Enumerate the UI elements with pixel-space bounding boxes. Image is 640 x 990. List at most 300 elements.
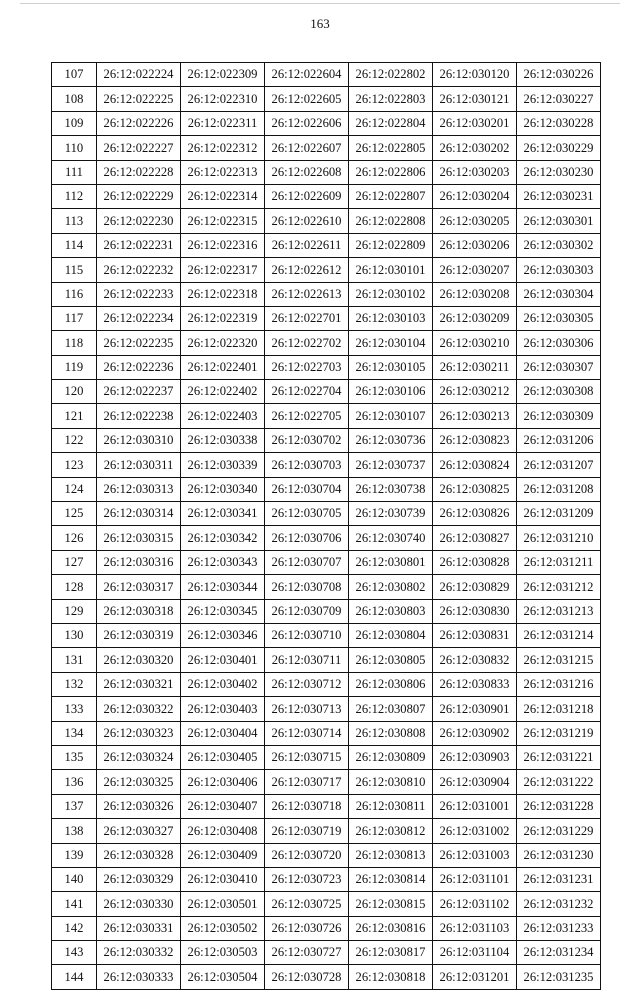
- row-number-cell: 118: [52, 331, 97, 355]
- cadastral-number-cell: 26:12:030208: [433, 282, 517, 306]
- cadastral-number-cell: 26:12:022228: [97, 160, 181, 184]
- cadastral-number-cell: 26:12:030828: [433, 550, 517, 574]
- cadastral-number-cell: 26:12:022318: [181, 282, 265, 306]
- cadastral-number-cell: 26:12:030343: [181, 550, 265, 574]
- cadastral-number-cell: 26:12:031230: [517, 843, 601, 867]
- cadastral-number-cell: 26:12:022605: [265, 87, 349, 111]
- cadastral-number-cell: 26:12:022234: [97, 306, 181, 330]
- cadastral-number-cell: 26:12:030317: [97, 575, 181, 599]
- table-row: [52, 111, 601, 135]
- cadastral-number-cell: 26:12:030330: [97, 892, 181, 916]
- cadastral-number-cell: 26:12:030315: [97, 526, 181, 550]
- row-number-cell: 111: [52, 160, 97, 184]
- cadastral-number-cell: 26:12:030728: [265, 965, 349, 989]
- row-number-cell: 120: [52, 380, 97, 404]
- cadastral-number-cell: 26:12:030213: [433, 404, 517, 428]
- table-row: [52, 770, 601, 794]
- row-number-cell: 143: [52, 941, 97, 965]
- cadastral-number-cell: 26:12:030320: [97, 648, 181, 672]
- cadastral-number-cell: 26:12:030308: [517, 380, 601, 404]
- cadastral-number-cell: 26:12:022310: [181, 87, 265, 111]
- cadastral-number-cell: 26:12:030333: [97, 965, 181, 989]
- cadastral-number-cell: 26:12:030503: [181, 941, 265, 965]
- cadastral-number-cell: 26:12:030805: [349, 648, 433, 672]
- table-row: [52, 648, 601, 672]
- cadastral-number-cell: 26:12:030207: [433, 258, 517, 282]
- cadastral-number-cell: 26:12:030736: [349, 428, 433, 452]
- row-number-cell: 126: [52, 526, 97, 550]
- cadastral-number-cell: 26:12:030327: [97, 819, 181, 843]
- cadastral-number-cell: 26:12:022802: [349, 63, 433, 87]
- row-number-cell: 129: [52, 599, 97, 623]
- cadastral-number-cell: 26:12:022607: [265, 136, 349, 160]
- cadastral-number-cell: 26:12:030827: [433, 526, 517, 550]
- cadastral-number-cell: 26:12:030902: [433, 721, 517, 745]
- cadastral-number-cell: 26:12:030814: [349, 867, 433, 891]
- cadastral-number-cell: 26:12:030303: [517, 258, 601, 282]
- cadastral-number-cell: 26:12:030329: [97, 867, 181, 891]
- cadastral-number-cell: 26:12:030231: [517, 184, 601, 208]
- cadastral-number-cell: 26:12:030211: [433, 355, 517, 379]
- cadastral-number-cell: 26:12:030316: [97, 550, 181, 574]
- cadastral-number-cell: 26:12:030806: [349, 672, 433, 696]
- cadastral-number-cell: 26:12:022236: [97, 355, 181, 379]
- cadastral-number-cell: 26:12:030407: [181, 794, 265, 818]
- cadastral-number-cell: 26:12:031234: [517, 941, 601, 965]
- row-number-cell: 119: [52, 355, 97, 379]
- row-number-cell: 132: [52, 672, 97, 696]
- cadastral-number-cell: 26:12:030709: [265, 599, 349, 623]
- cadastral-number-cell: 26:12:022225: [97, 87, 181, 111]
- cadastral-number-cell: 26:12:022235: [97, 331, 181, 355]
- cadastral-number-cell: 26:12:031101: [433, 867, 517, 891]
- row-number-cell: 109: [52, 111, 97, 135]
- cadastral-number-cell: 26:12:031222: [517, 770, 601, 794]
- cadastral-number-cell: 26:12:030228: [517, 111, 601, 135]
- cadastral-number-cell: 26:12:030824: [433, 453, 517, 477]
- table-row: [52, 428, 601, 452]
- cadastral-number-cell: 26:12:022804: [349, 111, 433, 135]
- row-number-cell: 138: [52, 819, 97, 843]
- cadastral-number-cell: 26:12:030203: [433, 160, 517, 184]
- top-scan-rule: [20, 3, 620, 4]
- cadastral-number-cell: 26:12:030803: [349, 599, 433, 623]
- cadastral-number-cell: 26:12:022226: [97, 111, 181, 135]
- cadastral-number-cell: 26:12:030306: [517, 331, 601, 355]
- row-number-cell: 121: [52, 404, 97, 428]
- row-number-cell: 131: [52, 648, 97, 672]
- cadastral-number-cell: 26:12:022608: [265, 160, 349, 184]
- cadastral-number-cell: 26:12:031216: [517, 672, 601, 696]
- cadastral-number-cell: 26:12:031235: [517, 965, 601, 989]
- cadastral-number-cell: 26:12:030903: [433, 745, 517, 769]
- cadastral-number-cell: 26:12:022705: [265, 404, 349, 428]
- cadastral-number-cell: 26:12:031215: [517, 648, 601, 672]
- cadastral-number-cell: 26:12:030708: [265, 575, 349, 599]
- cadastral-number-cell: 26:12:030705: [265, 502, 349, 526]
- cadastral-number-cell: 26:12:030704: [265, 477, 349, 501]
- table-row: [52, 599, 601, 623]
- table-row: [52, 867, 601, 891]
- table-row: [52, 355, 601, 379]
- cadastral-number-cell: 26:12:030703: [265, 453, 349, 477]
- cadastral-number-cell: 26:12:022232: [97, 258, 181, 282]
- cadastral-number-cell: 26:12:022805: [349, 136, 433, 160]
- cadastral-number-cell: 26:12:030825: [433, 477, 517, 501]
- cadastral-number-cell: 26:12:030209: [433, 306, 517, 330]
- cadastral-number-cell: 26:12:030323: [97, 721, 181, 745]
- cadastral-number-cell: 26:12:030801: [349, 550, 433, 574]
- cadastral-number-cell: 26:12:030304: [517, 282, 601, 306]
- cadastral-number-cell: 26:12:022319: [181, 306, 265, 330]
- cadastral-number-cell: 26:12:022309: [181, 63, 265, 87]
- cadastral-number-cell: 26:12:030817: [349, 941, 433, 965]
- cadastral-number-cell: 26:12:030726: [265, 916, 349, 940]
- cadastral-number-cell: 26:12:030345: [181, 599, 265, 623]
- cadastral-number-cell: 26:12:031218: [517, 697, 601, 721]
- cadastral-number-cell: 26:12:030904: [433, 770, 517, 794]
- cadastral-number-cell: 26:12:030706: [265, 526, 349, 550]
- table-row: [52, 916, 601, 940]
- cadastral-number-cell: 26:12:030321: [97, 672, 181, 696]
- cadastral-number-cell: 26:12:030830: [433, 599, 517, 623]
- cadastral-number-cell: 26:12:030713: [265, 697, 349, 721]
- cadastral-number-cell: 26:12:030309: [517, 404, 601, 428]
- cadastral-number-cell: 26:12:022227: [97, 136, 181, 160]
- cadastral-number-cell: 26:12:022314: [181, 184, 265, 208]
- row-number-cell: 137: [52, 794, 97, 818]
- cadastral-number-cell: 26:12:022320: [181, 331, 265, 355]
- cadastral-number-cell: 26:12:030230: [517, 160, 601, 184]
- cadastral-number-cell: 26:12:030707: [265, 550, 349, 574]
- cadastral-number-cell: 26:12:030227: [517, 87, 601, 111]
- cadastral-number-cell: 26:12:030205: [433, 209, 517, 233]
- page-number: 163: [310, 16, 330, 31]
- cadastral-number-cell: 26:12:022610: [265, 209, 349, 233]
- row-number-cell: 110: [52, 136, 97, 160]
- row-number-cell: 141: [52, 892, 97, 916]
- cadastral-number-cell: 26:12:030723: [265, 867, 349, 891]
- cadastral-number-cell: 26:12:022809: [349, 233, 433, 257]
- cadastral-number-cell: 26:12:030204: [433, 184, 517, 208]
- cadastral-number-cell: 26:12:022611: [265, 233, 349, 257]
- table-row: [52, 331, 601, 355]
- table-row: [52, 892, 601, 916]
- table-row: [52, 794, 601, 818]
- cadastral-number-cell: 26:12:022237: [97, 380, 181, 404]
- row-number-cell: 128: [52, 575, 97, 599]
- cadastral-number-cell: 26:12:030727: [265, 941, 349, 965]
- table-row: [52, 63, 601, 87]
- row-number-cell: 117: [52, 306, 97, 330]
- cadastral-number-cell: 26:12:030120: [433, 63, 517, 87]
- cadastral-number-cell: 26:12:030901: [433, 697, 517, 721]
- cadastral-number-cell: 26:12:030226: [517, 63, 601, 87]
- cadastral-number-cell: 26:12:030715: [265, 745, 349, 769]
- cadastral-number-cell: 26:12:030318: [97, 599, 181, 623]
- cadastral-number-cell: 26:12:030711: [265, 648, 349, 672]
- row-number-cell: 125: [52, 502, 97, 526]
- table-row: [52, 87, 601, 111]
- cadastral-number-cell: 26:12:030206: [433, 233, 517, 257]
- cadastral-number-cell: 26:12:031201: [433, 965, 517, 989]
- row-number-cell: 108: [52, 87, 97, 111]
- cadastral-number-cell: 26:12:022230: [97, 209, 181, 233]
- table-body: [52, 63, 601, 990]
- row-number-cell: 134: [52, 721, 97, 745]
- cadastral-number-cell: 26:12:022806: [349, 160, 433, 184]
- row-number-cell: 135: [52, 745, 97, 769]
- table-row: [52, 697, 601, 721]
- cadastral-number-cell: 26:12:030301: [517, 209, 601, 233]
- row-number-cell: 133: [52, 697, 97, 721]
- cadastral-number-cell: 26:12:030408: [181, 819, 265, 843]
- cadastral-number-cell: 26:12:030103: [349, 306, 433, 330]
- cadastral-number-cell: 26:12:030403: [181, 697, 265, 721]
- cadastral-number-cell: 26:12:031208: [517, 477, 601, 501]
- cadastral-number-cell: 26:12:022702: [265, 331, 349, 355]
- table-row: [52, 745, 601, 769]
- cadastral-number-cell: 26:12:030121: [433, 87, 517, 111]
- cadastral-number-cell: 26:12:030310: [97, 428, 181, 452]
- cadastral-number-cell: 26:12:030212: [433, 380, 517, 404]
- cadastral-number-cell: 26:12:031002: [433, 819, 517, 843]
- cadastral-number-cell: 26:12:022402: [181, 380, 265, 404]
- cadastral-number-cell: 26:12:030319: [97, 623, 181, 647]
- cadastral-number-cell: 26:12:022312: [181, 136, 265, 160]
- cadastral-number-cell: 26:12:022231: [97, 233, 181, 257]
- cadastral-number-cell: 26:12:030823: [433, 428, 517, 452]
- cadastral-number-cell: 26:12:022316: [181, 233, 265, 257]
- cadastral-number-cell: 26:12:030344: [181, 575, 265, 599]
- cadastral-number-cell: 26:12:030502: [181, 916, 265, 940]
- cadastral-number-cell: 26:12:031214: [517, 623, 601, 647]
- row-number-cell: 107: [52, 63, 97, 87]
- table-row: [52, 575, 601, 599]
- cadastral-number-cell: 26:12:022701: [265, 306, 349, 330]
- cadastral-number-cell: 26:12:030328: [97, 843, 181, 867]
- cadastral-number-cell: 26:12:031104: [433, 941, 517, 965]
- cadastral-number-cell: 26:12:022311: [181, 111, 265, 135]
- row-number-cell: 114: [52, 233, 97, 257]
- cadastral-number-cell: 26:12:030326: [97, 794, 181, 818]
- cadastral-number-cell: 26:12:030314: [97, 502, 181, 526]
- table-row: [52, 721, 601, 745]
- cadastral-number-cell: 26:12:030717: [265, 770, 349, 794]
- row-number-cell: 112: [52, 184, 97, 208]
- cadastral-number-cell: 26:12:022807: [349, 184, 433, 208]
- cadastral-number-cell: 26:12:031103: [433, 916, 517, 940]
- cadastral-number-cell: 26:12:031209: [517, 502, 601, 526]
- row-number-cell: 124: [52, 477, 97, 501]
- cadastral-number-cell: 26:12:031219: [517, 721, 601, 745]
- cadastral-number-cell: 26:12:022238: [97, 404, 181, 428]
- cadastral-number-cell: 26:12:031211: [517, 550, 601, 574]
- cadastral-number-cell: 26:12:030718: [265, 794, 349, 818]
- cadastral-number-cell: 26:12:022612: [265, 258, 349, 282]
- cadastral-number-cell: 26:12:031233: [517, 916, 601, 940]
- cadastral-number-cell: 26:12:022609: [265, 184, 349, 208]
- cadastral-number-cell: 26:12:022317: [181, 258, 265, 282]
- cadastral-number-cell: 26:12:030410: [181, 867, 265, 891]
- cadastral-number-cell: 26:12:030802: [349, 575, 433, 599]
- cadastral-number-cell: 26:12:030808: [349, 721, 433, 745]
- cadastral-number-cell: 26:12:030719: [265, 819, 349, 843]
- cadastral-number-cell: 26:12:030737: [349, 453, 433, 477]
- cadastral-number-cell: 26:12:030340: [181, 477, 265, 501]
- cadastral-number-cell: 26:12:022229: [97, 184, 181, 208]
- cadastral-number-cell: 26:12:031210: [517, 526, 601, 550]
- table-row: [52, 136, 601, 160]
- cadastral-number-cell: 26:12:031207: [517, 453, 601, 477]
- table-row: [52, 965, 601, 989]
- cadastral-number-cell: 26:12:030832: [433, 648, 517, 672]
- table-row: [52, 843, 601, 867]
- cadastral-number-cell: 26:12:030402: [181, 672, 265, 696]
- cadastral-number-cell: 26:12:030105: [349, 355, 433, 379]
- cadastral-number-cell: 26:12:031206: [517, 428, 601, 452]
- row-number-cell: 144: [52, 965, 97, 989]
- cadastral-number-cell: 26:12:030739: [349, 502, 433, 526]
- cadastral-number-cell: 26:12:030829: [433, 575, 517, 599]
- cadastral-number-cell: 26:12:030714: [265, 721, 349, 745]
- table-row: [52, 160, 601, 184]
- cadastral-number-cell: 26:12:030815: [349, 892, 433, 916]
- cadastral-number-cell: 26:12:030313: [97, 477, 181, 501]
- cadastral-number-cell: 26:12:022808: [349, 209, 433, 233]
- table-row: [52, 380, 601, 404]
- cadastral-number-cell: 26:12:022233: [97, 282, 181, 306]
- cadastral-number-cell: 26:12:022704: [265, 380, 349, 404]
- cadastral-number-cell: 26:12:030106: [349, 380, 433, 404]
- cadastral-number-cell: 26:12:030302: [517, 233, 601, 257]
- cadastral-number-cell: 26:12:030324: [97, 745, 181, 769]
- cadastral-number-cell: 26:12:030816: [349, 916, 433, 940]
- cadastral-number-cell: 26:12:030807: [349, 697, 433, 721]
- cadastral-number-cell: 26:12:030406: [181, 770, 265, 794]
- table-row: [52, 672, 601, 696]
- cadastral-number-cell: 26:12:030341: [181, 502, 265, 526]
- cadastral-number-cell: 26:12:030325: [97, 770, 181, 794]
- cadastral-number-cell: 26:12:031213: [517, 599, 601, 623]
- cadastral-number-cell: 26:12:030202: [433, 136, 517, 160]
- table-row: [52, 819, 601, 843]
- cadastral-number-cell: 26:12:022224: [97, 63, 181, 87]
- row-number-cell: 122: [52, 428, 97, 452]
- row-number-cell: 130: [52, 623, 97, 647]
- cadastral-number-cell: 26:12:022803: [349, 87, 433, 111]
- cadastral-number-cell: 26:12:031229: [517, 819, 601, 843]
- cadastral-number-cell: 26:12:030725: [265, 892, 349, 916]
- table-row: [52, 209, 601, 233]
- row-number-cell: 139: [52, 843, 97, 867]
- table-row: [52, 184, 601, 208]
- cadastral-number-cell: 26:12:030740: [349, 526, 433, 550]
- cadastral-number-cell: 26:12:030818: [349, 965, 433, 989]
- cadastral-number-cell: 26:12:030831: [433, 623, 517, 647]
- cadastral-number-cell: 26:12:030833: [433, 672, 517, 696]
- cadastral-number-cell: 26:12:022703: [265, 355, 349, 379]
- cadastral-number-cell: 26:12:030229: [517, 136, 601, 160]
- cadastral-number-cell: 26:12:030332: [97, 941, 181, 965]
- cadastral-number-cell: 26:12:030346: [181, 623, 265, 647]
- row-number-cell: 115: [52, 258, 97, 282]
- table-row: [52, 623, 601, 647]
- cadastral-number-cell: 26:12:030810: [349, 770, 433, 794]
- cadastral-number-cell: 26:12:031232: [517, 892, 601, 916]
- cadastral-table: [51, 62, 601, 990]
- cadastral-number-cell: 26:12:030813: [349, 843, 433, 867]
- table-row: [52, 282, 601, 306]
- table-row: [52, 258, 601, 282]
- cadastral-number-cell: 26:12:022315: [181, 209, 265, 233]
- table-row: [52, 404, 601, 428]
- table-row: [52, 477, 601, 501]
- table-row: [52, 502, 601, 526]
- row-number-cell: 116: [52, 282, 97, 306]
- cadastral-number-cell: 26:12:030322: [97, 697, 181, 721]
- table-row: [52, 550, 601, 574]
- cadastral-number-cell: 26:12:030107: [349, 404, 433, 428]
- cadastral-number-cell: 26:12:030210: [433, 331, 517, 355]
- cadastral-number-cell: 26:12:030342: [181, 526, 265, 550]
- table-row: [52, 453, 601, 477]
- cadastral-number-cell: 26:12:030307: [517, 355, 601, 379]
- cadastral-number-cell: 26:12:030809: [349, 745, 433, 769]
- cadastral-number-cell: 26:12:030339: [181, 453, 265, 477]
- row-number-cell: 127: [52, 550, 97, 574]
- cadastral-number-cell: 26:12:030102: [349, 282, 433, 306]
- cadastral-number-cell: 26:12:022604: [265, 63, 349, 87]
- cadastral-number-cell: 26:12:030405: [181, 745, 265, 769]
- table-row: [52, 233, 601, 257]
- cadastral-number-cell: 26:12:022401: [181, 355, 265, 379]
- cadastral-number-cell: 26:12:030504: [181, 965, 265, 989]
- cadastral-number-cell: 26:12:030501: [181, 892, 265, 916]
- cadastral-number-cell: 26:12:022613: [265, 282, 349, 306]
- cadastral-number-cell: 26:12:030338: [181, 428, 265, 452]
- cadastral-number-cell: 26:12:022313: [181, 160, 265, 184]
- table-row: [52, 306, 601, 330]
- cadastral-number-cell: 26:12:031228: [517, 794, 601, 818]
- cadastral-number-cell: 26:12:022403: [181, 404, 265, 428]
- cadastral-number-cell: 26:12:030710: [265, 623, 349, 647]
- row-number-cell: 113: [52, 209, 97, 233]
- table-row: [52, 526, 601, 550]
- cadastral-number-cell: 26:12:030712: [265, 672, 349, 696]
- cadastral-number-cell: 26:12:030812: [349, 819, 433, 843]
- cadastral-number-cell: 26:12:030738: [349, 477, 433, 501]
- cadastral-number-cell: 26:12:031231: [517, 867, 601, 891]
- table-row: [52, 941, 601, 965]
- cadastral-number-cell: 26:12:030804: [349, 623, 433, 647]
- row-number-cell: 140: [52, 867, 97, 891]
- cadastral-number-cell: 26:12:030702: [265, 428, 349, 452]
- cadastral-number-cell: 26:12:030311: [97, 453, 181, 477]
- cadastral-number-cell: 26:12:030104: [349, 331, 433, 355]
- row-number-cell: 142: [52, 916, 97, 940]
- cadastral-number-cell: 26:12:030409: [181, 843, 265, 867]
- cadastral-number-cell: 26:12:031102: [433, 892, 517, 916]
- cadastral-number-cell: 26:12:030305: [517, 306, 601, 330]
- cadastral-number-cell: 26:12:022606: [265, 111, 349, 135]
- row-number-cell: 136: [52, 770, 97, 794]
- row-number-cell: 123: [52, 453, 97, 477]
- cadastral-number-cell: 26:12:030826: [433, 502, 517, 526]
- cadastral-number-cell: 26:12:030331: [97, 916, 181, 940]
- cadastral-number-cell: 26:12:030404: [181, 721, 265, 745]
- cadastral-number-cell: 26:12:031212: [517, 575, 601, 599]
